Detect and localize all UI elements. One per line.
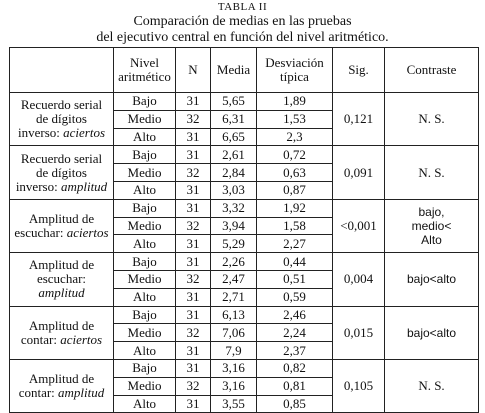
test-name-measure-prefix: inverso:: [17, 125, 64, 141]
test-name-cell: [10, 93, 114, 146]
test-name-cell: [10, 253, 114, 306]
contraste-cell: [385, 253, 479, 306]
desviacion-cell: 0,87: [257, 181, 333, 199]
header-nivel-line-2: aritmético: [118, 69, 171, 84]
test-name-line: de dígitos: [36, 111, 87, 127]
n-cell: 32: [176, 324, 211, 342]
nivel-cell: Bajo: [114, 253, 176, 271]
sig-cell: 0,121: [333, 93, 385, 146]
media-cell: 3,03: [211, 181, 257, 199]
n-cell: 31: [176, 342, 211, 360]
sig-cell: 0,105: [333, 359, 385, 412]
media-cell: 3,16: [211, 359, 257, 377]
test-name-measure-prefix: contar:: [20, 331, 61, 347]
media-cell: 2,26: [211, 253, 257, 271]
test-name-measure-prefix: inverso:: [15, 178, 61, 194]
n-cell: 31: [176, 253, 211, 271]
table-body: [10, 93, 479, 413]
media-cell: 3,55: [211, 395, 257, 413]
nivel-cell: Bajo: [114, 146, 176, 164]
n-cell: 31: [176, 146, 211, 164]
table-row: [10, 359, 479, 377]
test-name-line: de dígitos: [36, 164, 87, 180]
desviacion-cell: 2,46: [257, 306, 333, 324]
n-cell: 31: [176, 288, 211, 306]
nivel-cell: Alto: [114, 395, 176, 413]
header-row: [10, 48, 479, 93]
test-name-measure: amplitud: [38, 285, 85, 301]
contraste-line: bajo<alto: [406, 272, 457, 287]
nivel-cell: Medio: [114, 217, 176, 235]
header-contraste: Contraste: [385, 48, 479, 93]
nivel-cell: Alto: [114, 235, 176, 253]
test-name-measure-prefix: contar:: [18, 385, 59, 401]
sig-cell: 0,015: [333, 306, 385, 359]
test-name-line: Recuerdo serial: [20, 97, 103, 113]
n-cell: 32: [176, 110, 211, 128]
desviacion-cell: 1,89: [257, 93, 333, 111]
desviacion-cell: 0,59: [257, 288, 333, 306]
media-cell: 2,71: [211, 288, 257, 306]
desviacion-cell: 2,27: [257, 235, 333, 253]
contraste-line: bajo<alto: [406, 325, 457, 340]
test-name-cell: [10, 146, 114, 199]
desviacion-cell: 0,51: [257, 270, 333, 288]
table-row: [10, 253, 479, 271]
contraste-line: bajo,: [418, 204, 445, 219]
test-name-measure: aciertos: [63, 125, 106, 141]
nivel-cell: Bajo: [114, 359, 176, 377]
desviacion-cell: 0,72: [257, 146, 333, 164]
media-cell: 7,06: [211, 324, 257, 342]
nivel-cell: Alto: [114, 181, 176, 199]
test-name-line: Recuerdo serial: [20, 150, 103, 166]
nivel-cell: Alto: [114, 288, 176, 306]
desviacion-cell: 0,85: [257, 395, 333, 413]
sig-cell: 0,091: [333, 146, 385, 199]
header-desviacion: [257, 48, 333, 93]
test-name-measure-prefix: escuchar:: [14, 224, 67, 240]
header-nivel-line-1: Nivel: [130, 55, 159, 70]
test-name-measure: amplitud: [58, 385, 105, 401]
means-comparison-table: [9, 47, 479, 413]
desviacion-cell: 2,37: [257, 342, 333, 360]
test-name-measure: amplitud: [60, 178, 108, 194]
desviacion-cell: 1,53: [257, 110, 333, 128]
n-cell: 32: [176, 377, 211, 395]
test-name-line: escuchar:: [36, 271, 87, 287]
contraste-cell: [385, 359, 479, 412]
media-cell: 5,65: [211, 93, 257, 111]
test-name-line: Amplitud de: [28, 210, 95, 226]
nivel-cell: Medio: [114, 110, 176, 128]
table-title-line-2: del ejecutivo central en función del nivel aritmético.: [96, 30, 389, 45]
contraste-line: N. S.: [418, 111, 445, 127]
n-cell: 31: [176, 235, 211, 253]
n-cell: 31: [176, 128, 211, 146]
nivel-cell: Medio: [114, 377, 176, 395]
sig-cell: <0,001: [333, 199, 385, 252]
table-row: [10, 306, 479, 324]
test-name-line: Amplitud de: [28, 371, 95, 387]
desviacion-cell: 1,92: [257, 199, 333, 217]
desviacion-cell: 2,24: [257, 324, 333, 342]
media-cell: 3,32: [211, 199, 257, 217]
test-name-line: Amplitud de: [28, 257, 95, 273]
contraste-cell: [385, 146, 479, 199]
sig-cell: 0,004: [333, 253, 385, 306]
nivel-cell: Alto: [114, 342, 176, 360]
nivel-cell: Bajo: [114, 199, 176, 217]
test-name-measure: aciertos: [60, 331, 103, 347]
n-cell: 31: [176, 93, 211, 111]
desviacion-cell: 1,58: [257, 217, 333, 235]
contraste-cell: [385, 199, 479, 252]
media-cell: 6,13: [211, 306, 257, 324]
nivel-cell: Bajo: [114, 306, 176, 324]
n-cell: 32: [176, 217, 211, 235]
contraste-line: medio<: [411, 218, 452, 233]
test-name-cell: [10, 306, 114, 359]
n-cell: 31: [176, 359, 211, 377]
n-cell: 32: [176, 164, 211, 182]
desviacion-cell: 0,81: [257, 377, 333, 395]
header-desviacion-line-2: típica: [280, 69, 309, 84]
desviacion-cell: 0,82: [257, 359, 333, 377]
media-cell: 6,31: [211, 110, 257, 128]
header-nivel: [114, 48, 176, 93]
header-n: N: [176, 48, 211, 93]
contraste-line: N. S.: [418, 378, 445, 394]
table-label: TABLA II: [217, 1, 268, 13]
header-test: [10, 48, 114, 93]
test-name-cell: [10, 359, 114, 412]
n-cell: 31: [176, 181, 211, 199]
header-desviacion-line-1: Desviación: [265, 55, 324, 70]
media-cell: 3,16: [211, 377, 257, 395]
nivel-cell: Bajo: [114, 93, 176, 111]
desviacion-cell: 2,3: [257, 128, 333, 146]
header-sig: Sig.: [333, 48, 385, 93]
media-cell: 2,47: [211, 270, 257, 288]
media-cell: 2,84: [211, 164, 257, 182]
media-cell: 2,61: [211, 146, 257, 164]
nivel-cell: Alto: [114, 128, 176, 146]
table-row: [10, 93, 479, 111]
n-cell: 31: [176, 306, 211, 324]
n-cell: 31: [176, 395, 211, 413]
contraste-cell: [385, 93, 479, 146]
test-name-measure: aciertos: [66, 224, 109, 240]
nivel-cell: Medio: [114, 324, 176, 342]
media-cell: 3,94: [211, 217, 257, 235]
nivel-cell: Medio: [114, 270, 176, 288]
table-row: [10, 199, 479, 217]
test-name-cell: [10, 199, 114, 252]
contraste-line: Alto: [421, 232, 442, 247]
header-media: Media: [211, 48, 257, 93]
table-row: [10, 146, 479, 164]
contraste-cell: [385, 306, 479, 359]
test-name-line: Amplitud de: [28, 317, 95, 333]
nivel-cell: Medio: [114, 164, 176, 182]
media-cell: 6,65: [211, 128, 257, 146]
media-cell: 7,9: [211, 342, 257, 360]
desviacion-cell: 0,63: [257, 164, 333, 182]
n-cell: 31: [176, 199, 211, 217]
media-cell: 5,29: [211, 235, 257, 253]
n-cell: 32: [176, 270, 211, 288]
contraste-line: N. S.: [418, 164, 445, 180]
desviacion-cell: 0,44: [257, 253, 333, 271]
table-title-line-1: Comparación de medias en las pruebas: [133, 14, 352, 29]
